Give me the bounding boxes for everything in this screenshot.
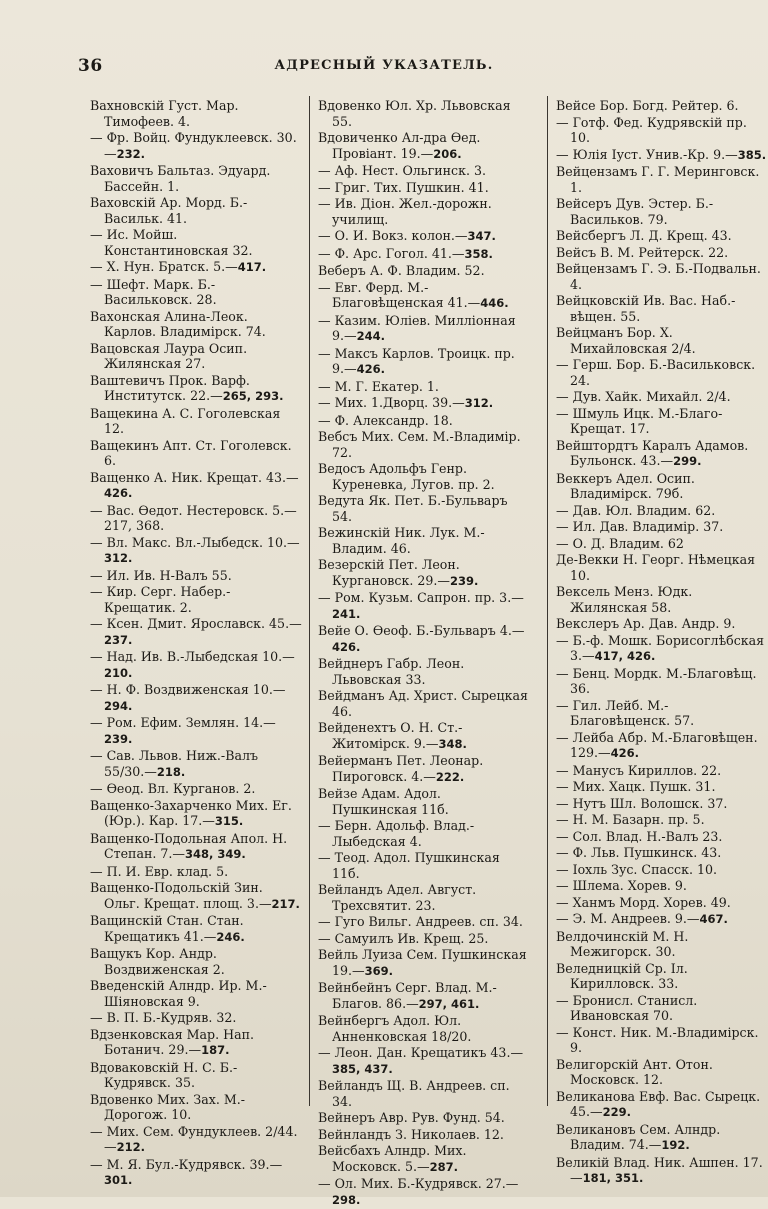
entry-text: — Мих. Сем. Фундуклеев. 2/44.—	[90, 1123, 298, 1154]
entry-text: — Конст. Ник. М.-Владимірск. 9.	[556, 1024, 759, 1055]
directory-entry	[318, 346, 530, 378]
directory-entry	[556, 829, 768, 845]
directory-entry	[556, 552, 768, 583]
entry-text: Ващекина А. С. Гоголевская 12.	[90, 405, 281, 436]
entry-text: — Леон. Дан. Крещатикъ 43.—	[318, 1045, 524, 1060]
entry-phone-number: 222.	[435, 769, 465, 784]
entry-text: Вейзе Адам. Адол. Пушкинская 11б.	[318, 786, 449, 817]
directory-entry	[556, 519, 768, 535]
directory-entry	[556, 862, 768, 878]
entry-text: — Теод. Адол. Пушкинская 11б.	[318, 850, 500, 881]
directory-entry	[556, 1122, 768, 1154]
entry-text: Ващинскій Стан. Стан. Крещатикъ 41.—	[90, 913, 244, 944]
directory-entry	[318, 623, 530, 655]
entry-text: — Дув. Хайк. Михайл. 2/4.	[556, 389, 731, 404]
directory-entry	[318, 263, 530, 279]
directory-entry	[318, 1078, 530, 1109]
entry-phone-number: 265, 293.	[222, 389, 284, 403]
directory-entry	[90, 682, 302, 714]
entry-text: Везерскій Пет. Леон. Кургановск. 29.—	[318, 557, 460, 588]
directory-entry	[318, 461, 530, 492]
directory-entry	[318, 818, 530, 849]
entry-text: — Ис. Мойш. Константиновская 32.	[90, 227, 253, 258]
directory-entry	[90, 584, 302, 615]
directory-entry	[318, 786, 530, 817]
directory-entry	[90, 715, 302, 747]
entry-text: — Гил. Лейб. М.-Благовѣщенск. 57.	[556, 697, 695, 728]
directory-entry	[318, 98, 530, 129]
entry-phone-number: 348, 349.	[184, 847, 246, 861]
entry-text: — Сав. Львов. Ниж.-Валъ 55/30.—	[90, 748, 258, 779]
directory-entry	[90, 748, 302, 780]
entry-text: Ващенко-Подольскій Зин. Ольг. Крещат. площ. 3.—	[90, 880, 272, 911]
entry-text: Веберъ А. Ф. Владим. 52.	[318, 263, 485, 278]
entry-text: — О. Д. Владим. 62	[556, 535, 684, 551]
entry-text: — Евг. Ферд. М.-Благовѣщенская 41.—	[318, 279, 481, 310]
directory-entry	[90, 798, 302, 830]
entry-text: Великій Влад. Ник. Ашпен. 17.—	[556, 1154, 763, 1185]
directory-entry	[90, 341, 302, 372]
directory-entry	[556, 584, 768, 615]
entry-phone-number: 212.	[116, 1140, 145, 1154]
entry-text: Вейсъ В. М. Рейтерск. 22.	[556, 244, 729, 260]
entry-phone-number: 239.	[449, 573, 479, 588]
entry-text: Вейнбейнъ Серг. Влад. М.-Благов. 86.—	[318, 980, 497, 1011]
entry-phone-number: 241.	[332, 606, 361, 621]
entry-text: Велигорскій Ант. Отон. Московск. 12.	[556, 1056, 713, 1087]
directory-entry	[318, 753, 530, 785]
entry-text: Вейцензамъ Г. Г. Меринговск. 1.	[556, 164, 760, 195]
directory-entry	[318, 196, 530, 227]
directory-entry	[318, 429, 530, 460]
entry-phone-number: 217.	[271, 896, 300, 911]
directory-entry	[318, 1176, 530, 1208]
entry-text: — Бенц. Мордк. М.-Благовѣщ. 36.	[556, 665, 757, 696]
directory-entry	[318, 980, 530, 1012]
directory-entry	[556, 763, 768, 779]
entry-text: — Ром. Кузьм. Сапрон. пр. 3.—	[318, 590, 524, 605]
entry-text: Вахновскій Густ. Мар. Тимофеев. 4.	[90, 98, 239, 129]
directory-entry	[318, 590, 530, 622]
entry-phone-number: 426.	[356, 362, 385, 376]
entry-text: — П. И. Евр. клад. 5.	[90, 863, 229, 879]
entry-text: — Шмуль Ицк. М.-Благо-Крещат. 17.	[556, 405, 723, 436]
directory-entry	[556, 261, 768, 292]
entry-text: Ведута Як. Пет. Б.-Бульваръ 54.	[318, 493, 508, 524]
entry-text: — Берн. Адольф. Влад.-Лыбедская 4.	[318, 818, 475, 849]
entry-text: Веккеръ Адел. Осип. Владимірск. 79б.	[556, 470, 695, 501]
entry-text: — Григ. Тих. Пушкин. 41.	[318, 179, 489, 195]
page-header	[0, 56, 768, 80]
entry-phone-number: 237.	[104, 632, 133, 647]
entry-text: Вдовиченко Ал-дра Өед. Провіант. 19.—	[318, 130, 481, 161]
directory-entry	[90, 1027, 302, 1059]
directory-entry	[556, 845, 768, 861]
directory-entry	[318, 850, 530, 881]
entry-text: — Ол. Мих. Б.-Кудрявск. 27.—	[318, 1176, 519, 1191]
entry-phone-number: 206.	[433, 146, 462, 161]
directory-entry	[318, 413, 530, 429]
entry-text: Ващенко-Захарченко Мих. Ег. (Юр.). Кар. 17.—	[90, 797, 292, 828]
directory-entry	[556, 1155, 768, 1187]
directory-entry	[90, 781, 302, 797]
entry-text: Вдоваковскій Н. С. Б.-Кудрявск. 35.	[90, 1059, 238, 1090]
entry-phone-number: 426.	[104, 486, 133, 500]
directory-entry	[318, 688, 530, 719]
directory-entry	[318, 228, 530, 245]
entry-text: Вейландъ Щ. В. Андреев. сп. 34.	[318, 1078, 510, 1109]
entry-text: Ващукъ Кор. Андр. Воздвиженская 2.	[90, 946, 225, 977]
entry-text: Вейнландъ З. Николаев. 12.	[318, 1126, 504, 1142]
entry-text: — Лейба Абр. М.-Благовѣщен. 129.—	[556, 729, 758, 760]
column-divider	[309, 96, 310, 1106]
directory-entry	[90, 503, 302, 534]
directory-entry	[556, 1025, 768, 1056]
entry-text: Вейдманъ Ад. Христ. Сырецкая 46.	[318, 688, 528, 719]
directory-entry	[90, 163, 302, 194]
directory-entry	[318, 720, 530, 752]
entry-text: — Ф. Александр. 18.	[318, 412, 453, 428]
entry-text: — Кир. Серг. Набер.-Крещатик. 2.	[90, 584, 231, 615]
entry-phone-number: 467.	[699, 912, 728, 926]
directory-entry	[318, 379, 530, 395]
directory-entry	[90, 227, 302, 258]
entry-text: — Герш. Бор. Б.-Васильковск. 24.	[556, 357, 756, 388]
entry-phone-number: 426.	[332, 639, 361, 654]
entry-text: Вейцманъ Бор. Х. Михайловская 2/4.	[556, 325, 696, 356]
entry-text: — Ханмъ Морд. Хорев. 49.	[556, 894, 731, 910]
directory-entry	[318, 280, 530, 312]
entry-phone-number: 358.	[464, 246, 493, 261]
entry-text: Вейштордтъ Каралъ Адамов. Бульонск. 43.—	[556, 437, 749, 468]
entry-text: Введенскій Алндр. Ир. М.-Шіяновская 9.	[90, 978, 267, 1009]
directory-entry	[318, 557, 530, 589]
entry-text: Вахонская Алина-Леок. Карлов. Владимірск. 74.	[90, 308, 266, 339]
entry-text: — Ф. Арс. Гогол. 41.—	[318, 245, 465, 261]
entry-phone-number: 218.	[156, 764, 186, 779]
entry-text: — Өеод. Вл. Курганов. 2.	[90, 781, 256, 796]
entry-phone-number: 229.	[602, 1105, 631, 1119]
entry-phone-number: 315.	[214, 814, 244, 828]
directory-entry	[318, 246, 530, 263]
directory-entry	[556, 147, 768, 164]
directory-entry	[90, 406, 302, 437]
entry-phone-number: 426.	[610, 746, 640, 760]
entry-phone-number: 417.	[237, 260, 267, 274]
entry-phone-number: 246.	[216, 929, 245, 944]
directory-entry	[556, 666, 768, 697]
entry-text: Вейсеръ Дув. Эстер. Б.-Васильков. 79.	[556, 196, 714, 227]
entry-text: — Ив. Діон. Жел.-дорожн. училищ.	[318, 196, 492, 227]
entry-phone-number: 301.	[104, 1173, 133, 1187]
entry-text: — Дав. Юл. Владим. 62.	[556, 502, 716, 518]
directory-entry	[556, 115, 768, 146]
directory-entry	[318, 1045, 530, 1077]
page-number: 36	[78, 56, 103, 76]
column-divider	[547, 96, 548, 1106]
entry-text: — Б.-ф. Мошк. Борисоглѣбская 3.—	[556, 632, 765, 663]
directory-column-1	[90, 98, 302, 1190]
entry-phone-number: 347.	[467, 229, 496, 243]
entry-phone-number: 187.	[201, 1043, 230, 1057]
entry-text: Вейсбергъ Л. Д. Крещ. 43.	[556, 228, 732, 243]
directory-entry	[556, 993, 768, 1024]
entry-text: Вейль Луиза Сем. Пушкинская 19.—	[318, 947, 527, 978]
entry-text: — Фр. Войц. Фундуклеевск. 30.—	[90, 130, 297, 161]
directory-entry	[90, 470, 302, 502]
directory-entry	[90, 535, 302, 567]
directory-entry	[318, 914, 530, 930]
directory-entry	[556, 471, 768, 502]
directory-entry	[90, 259, 302, 276]
directory-entry	[556, 406, 768, 437]
entry-phone-number: 210.	[104, 665, 133, 680]
entry-text: — В. П. Б.-Кудряв. 32.	[90, 1010, 237, 1025]
directory-entry	[556, 293, 768, 324]
directory-entry	[556, 245, 768, 261]
entry-phone-number: 417, 426.	[594, 649, 656, 663]
entry-text: Вдовенко Мих. Зах. М.-Дорогож. 10.	[90, 1091, 245, 1122]
directory-entry	[556, 911, 768, 928]
entry-text: Велдочинскій М. Н. Межигорск. 30.	[556, 928, 689, 959]
entry-text: — Самуилъ Ив. Крещ. 25.	[318, 930, 489, 946]
entry-text: — Казим. Юліев. Милліонная 9.—	[318, 312, 516, 343]
directory-column-2	[318, 98, 530, 1209]
entry-text: — М. Я. Бул.-Кудрявск. 39.—	[90, 1156, 283, 1172]
directory-entry	[556, 357, 768, 388]
directory-entry	[90, 373, 302, 405]
directory-entry	[318, 180, 530, 196]
directory-entry	[556, 779, 768, 795]
entry-text: — Аф. Нест. Ольгинск. 3.	[318, 163, 486, 178]
entry-text: Ваховскій Ар. Морд. Б.-Васильк. 41.	[90, 195, 248, 226]
directory-entry	[318, 130, 530, 162]
directory-entry	[90, 438, 302, 469]
entry-text: — Нутъ Шл. Волошск. 37.	[556, 795, 728, 811]
entry-text: Вежинскій Ник. Лук. М.-Владим. 46.	[318, 525, 485, 556]
entry-text: Веледницкій Ср. Іл. Кирилловск. 33.	[556, 960, 688, 991]
entry-text: — Мих. 1.Дворц. 39.—	[318, 395, 465, 410]
entry-text: — Над. Ив. В.-Лыбедская 10.—	[90, 649, 295, 664]
entry-phone-number: 287.	[429, 1159, 458, 1174]
entry-phone-number: 239.	[104, 731, 133, 746]
directory-entry	[556, 503, 768, 519]
directory-entry	[90, 98, 302, 129]
entry-text: Ваховичъ Бальтаз. Эдуард. Бассейн. 1.	[90, 163, 271, 194]
directory-entry	[318, 1013, 530, 1044]
entry-text: Вексель Менз. Юдк. Жилянская 58.	[556, 584, 693, 615]
directory-entry	[318, 882, 530, 913]
entry-text: Вейсбахъ Алндр. Мих. Московск. 5.—	[318, 1143, 467, 1174]
entry-text: — Шефт. Марк. Б.-Васильковск. 28.	[90, 276, 217, 307]
entry-text: — Юлія Іуст. Унив.-Кр. 9.—	[556, 146, 738, 162]
entry-phone-number: 299.	[673, 454, 702, 468]
entry-text: — Ил. Ив. Н-Валъ 55.	[90, 567, 232, 583]
entry-text: Вдзенковская Мар. Нап. Ботанич. 29.—	[90, 1026, 255, 1057]
directory-entry	[556, 730, 768, 762]
directory-entry	[90, 831, 302, 863]
directory-entry	[90, 309, 302, 340]
entry-text: Ващекинъ Апт. Ст. Гоголевск. 6.	[90, 437, 292, 468]
entry-text: — Ром. Ефим. Землян. 14.—	[90, 715, 276, 730]
entry-text: Вейландъ Адел. Август. Трехсвятит. 23.	[318, 882, 477, 913]
directory-entry	[556, 325, 768, 356]
directory-entry	[90, 1157, 302, 1189]
directory-entry	[556, 633, 768, 665]
entry-text: — Х. Нун. Братск. 5.—	[90, 259, 238, 274]
directory-entry	[90, 568, 302, 584]
entry-text: Вейе О. Өеоф. Б.-Бульваръ 4.—	[318, 623, 525, 638]
directory-entry	[318, 395, 530, 412]
entry-text: Вейцковскій Ив. Вас. Наб.-вѣщен. 55.	[556, 293, 736, 324]
directory-entry	[90, 195, 302, 226]
directory-entry	[90, 1092, 302, 1123]
directory-entry	[556, 796, 768, 812]
directory-entry	[318, 163, 530, 179]
directory-entry	[90, 616, 302, 648]
directory-entry	[318, 931, 530, 947]
entry-text: — Вл. Макс. Вл.-Лыбедск. 10.—	[90, 534, 300, 550]
entry-phone-number: 294.	[104, 698, 133, 713]
entry-text: Ващенко-Подольная Апол. Н. Степан. 7.—	[90, 830, 288, 861]
directory-entry	[90, 864, 302, 880]
directory-entry	[90, 880, 302, 912]
directory-entry	[556, 961, 768, 992]
entry-text: — Шлема. Хорев. 9.	[556, 878, 687, 893]
directory-entry	[556, 616, 768, 632]
directory-entry	[556, 812, 768, 828]
directory-entry	[318, 525, 530, 556]
directory-entry	[556, 389, 768, 405]
entry-text: — Сол. Влад. Н.-Валъ 23.	[556, 828, 723, 844]
directory-entry	[556, 698, 768, 729]
entry-text: — Э. М. Андреев. 9.—	[556, 911, 700, 926]
entry-text: — Манусъ Кириллов. 22.	[556, 762, 722, 778]
directory-entry	[556, 1057, 768, 1088]
entry-text: — Гуго Вильг. Андреев. сп. 34.	[318, 914, 523, 929]
entry-text: — Ил. Дав. Владимір. 37.	[556, 519, 724, 534]
directory-entry	[556, 98, 768, 114]
entry-text: Великанова Евф. Вас. Сырецк. 45.—	[556, 1088, 761, 1119]
entry-text: Вейцензамъ Г. Э. Б.-Подвальн. 4.	[556, 261, 761, 292]
entry-text: Вебсъ Мих. Сем. М.-Владимір. 72.	[318, 429, 521, 460]
entry-phone-number: 312.	[464, 396, 494, 410]
entry-text: — Готф. Фед. Кудрявскій пр. 10.	[556, 114, 747, 145]
directory-entry	[556, 228, 768, 244]
directory-entry	[556, 164, 768, 195]
entry-text: Ваштевичъ Прок. Варф. Институтск. 22.—	[90, 372, 250, 403]
entry-text: Векслеръ Ар. Дав. Андр. 9.	[556, 616, 736, 631]
directory-entry	[318, 1143, 530, 1175]
entry-phone-number: 385, 437.	[332, 1061, 393, 1076]
directory-entry	[556, 895, 768, 911]
directory-entry	[90, 649, 302, 681]
entry-text: — Н. М. Базарн. пр. 5.	[556, 812, 705, 827]
directory-entry	[318, 1110, 530, 1126]
entry-text: — Іохль Зус. Спасск. 10.	[556, 861, 717, 877]
entry-text: — Бронисл. Станисл. Ивановская 70.	[556, 992, 698, 1023]
entry-text: — Ф. Льв. Пушкинск. 43.	[556, 845, 722, 860]
entry-phone-number: 385.	[737, 147, 767, 162]
directory-entry	[90, 1124, 302, 1156]
directory-entry	[318, 493, 530, 524]
directory-entry	[90, 978, 302, 1009]
directory-entry	[90, 1010, 302, 1026]
entry-text: — Вас. Өедот. Нестеровск. 5.—217, 368.	[90, 502, 297, 533]
entry-text: Вдовенко Юл. Хр. Львовская 55.	[318, 98, 511, 129]
directory-entry	[90, 946, 302, 977]
entry-phone-number: 244.	[356, 329, 385, 343]
entry-text: — О. И. Вокз. колон.—	[318, 228, 468, 243]
directory-entry	[556, 878, 768, 894]
entry-text: Вейденехтъ О. Н. Ст.-Житомірск. 9.—	[318, 720, 463, 751]
directory-entry	[90, 130, 302, 162]
entry-text: Ведосъ Адольфъ Генр. Куреневка, Лугов. пр. 2.	[318, 461, 495, 492]
directory-entry	[318, 1127, 530, 1143]
entry-phone-number: 192.	[661, 1138, 690, 1152]
entry-text: Де-Векки Н. Георг. Нѣмецкая 10.	[556, 552, 756, 583]
entry-text: Ващенко А. Ник. Крещат. 43.—	[90, 469, 299, 485]
entry-text: — Мих. Хацк. Пушк. 31.	[556, 779, 716, 794]
directory-entry	[556, 196, 768, 227]
entry-phone-number: 369.	[364, 963, 393, 978]
entry-phone-number: 181, 351.	[582, 1171, 644, 1185]
directory-entry	[556, 536, 768, 552]
directory-entry	[556, 438, 768, 470]
directory-entry	[556, 1089, 768, 1121]
directory-entry	[318, 313, 530, 345]
entry-text: — Н. Ф. Воздвиженская 10.—	[90, 682, 286, 697]
entry-phone-number: 232.	[116, 146, 145, 161]
entry-text: Вейнбергъ Адол. Юл. Анненковская 18/20.	[318, 1013, 472, 1044]
entry-phone-number: 298.	[332, 1192, 361, 1207]
entry-text: Вейерманъ Пет. Леонар. Пироговск. 4.—	[318, 753, 484, 784]
directory-entry	[90, 277, 302, 308]
entry-phone-number: 446.	[480, 296, 509, 310]
directory-entry	[318, 656, 530, 687]
directory-column-3	[556, 98, 768, 1188]
entry-phone-number: 348.	[438, 736, 467, 751]
running-head: АДРЕСНЫЙ УКАЗАТЕЛЬ.	[274, 58, 494, 73]
directory-entry	[318, 947, 530, 979]
entry-text: Вейнеръ Авр. Рув. Фунд. 54.	[318, 1110, 505, 1125]
directory-entry	[90, 1060, 302, 1091]
entry-text: — Максъ Карлов. Троицк. пр. 9.—	[318, 345, 515, 376]
entry-text: Великановъ Сем. Алндр. Владим. 74.—	[556, 1121, 721, 1152]
entry-text: — М. Г. Екатер. 1.	[318, 378, 439, 394]
entry-phone-number: 297, 461.	[418, 996, 480, 1011]
directory-entry	[556, 929, 768, 960]
entry-phone-number: 312.	[104, 551, 133, 565]
entry-text: Вейднеръ Габр. Леон. Львовская 33.	[318, 656, 465, 687]
entry-text: — Ксен. Дмит. Ярославск. 45.—	[90, 616, 302, 631]
directory-entry	[90, 913, 302, 945]
entry-text: Вейсе Бор. Богд. Рейтер. 6.	[556, 98, 739, 113]
entry-text: Вацовская Лаура Осип. Жилянская 27.	[90, 340, 248, 371]
